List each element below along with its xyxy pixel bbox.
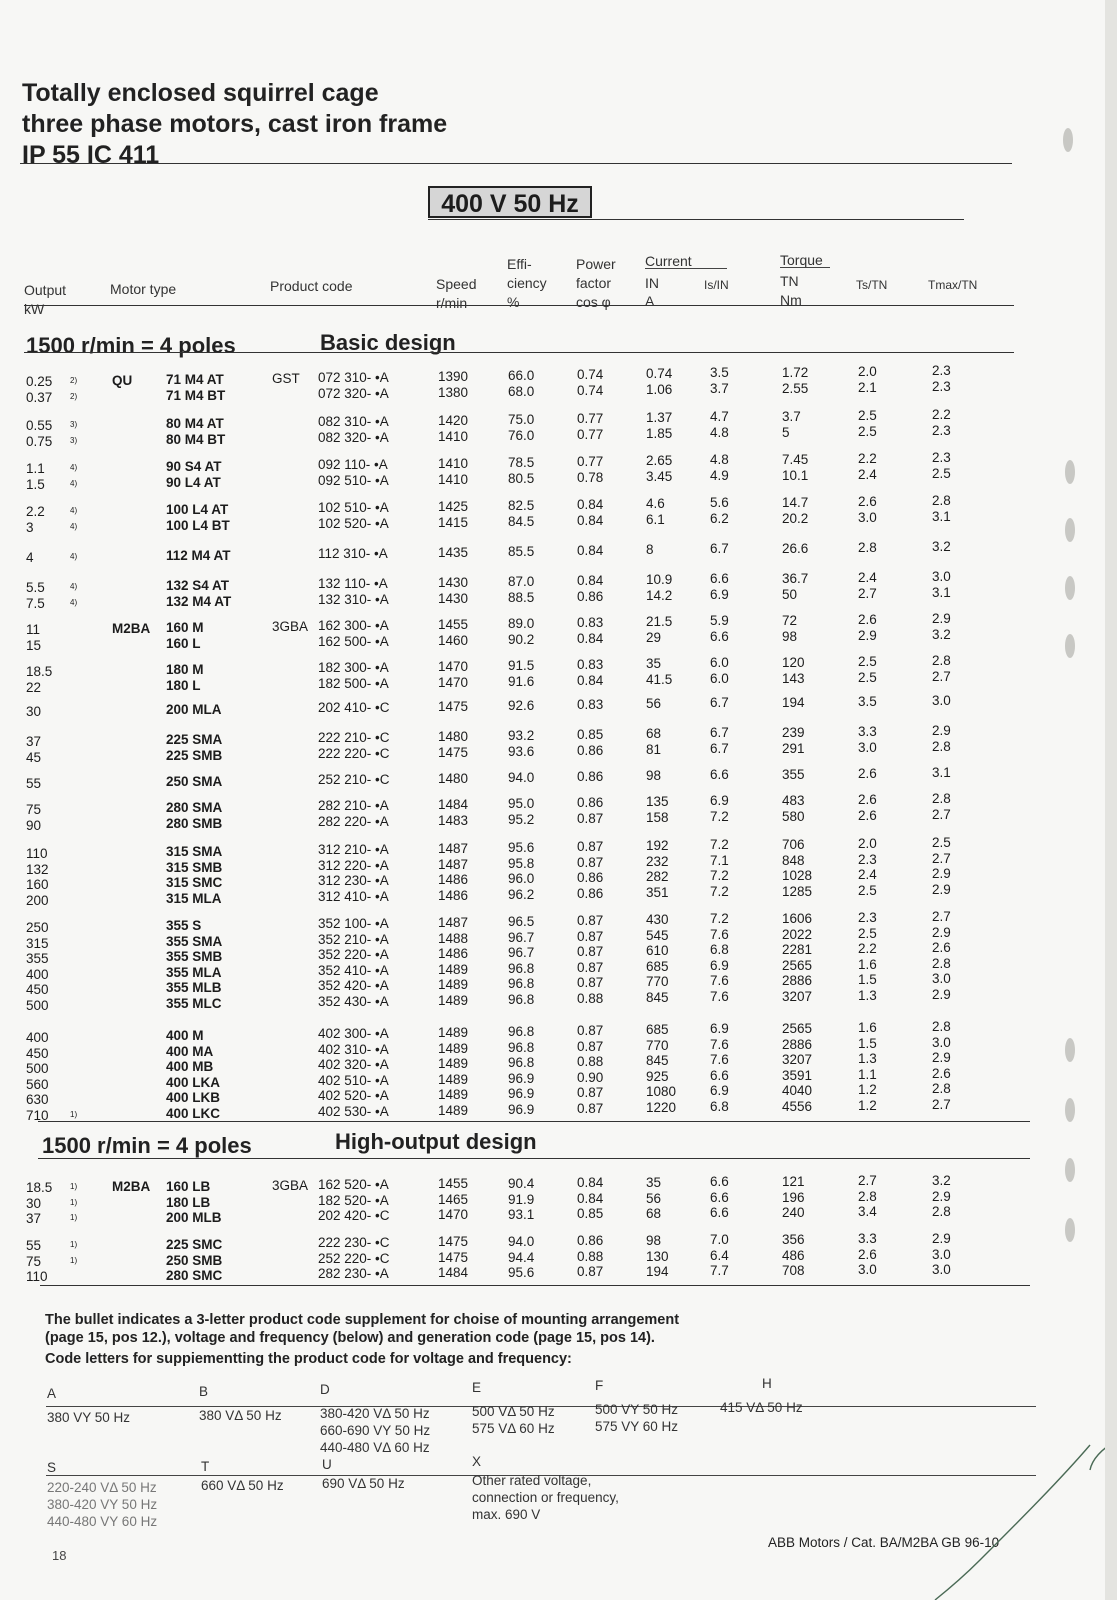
header-eff-1: Effi- [507, 256, 532, 272]
cell-isin: 7.2 7.1 7.2 7.2 [710, 837, 729, 899]
cell-speed: 1487 1488 1486 1489 1489 1489 [438, 915, 469, 1008]
section-high-design: High-output design [335, 1129, 537, 1154]
cell-tstn: 1.6 1.5 1.3 1.1 1.2 1.2 [858, 1020, 877, 1113]
cell-code: 082 310- •A 082 320- •A [318, 414, 389, 445]
cell-eff: 96.5 96.7 96.7 96.8 96.8 96.8 [508, 914, 535, 1007]
cell-tn: 239 291 [782, 725, 805, 756]
cell-eff: 95.6 95.8 96.0 96.2 [508, 840, 535, 902]
cell-tn: 121 196 240 [782, 1174, 805, 1220]
cell-tmax: 2.9 2.8 [932, 723, 951, 754]
cell-eff: 78.5 80.5 [508, 455, 535, 486]
cell-isin: 6.7 [710, 541, 729, 556]
cell-eff: 95.0 95.2 [508, 796, 535, 827]
page-shadow-edge [1105, 0, 1117, 1600]
cell-tmax: 3.2 2.9 2.8 [932, 1173, 951, 1219]
cell-isin: 6.6 [710, 767, 729, 782]
cell-prefix: 3GBA [272, 1178, 309, 1193]
cell-speed: 1484 1483 [438, 797, 469, 828]
cell-fn: 3) 3) [70, 420, 78, 445]
cell-in: 8 [646, 542, 654, 557]
cell-isin: 5.6 6.2 [710, 495, 729, 526]
cell-tmax: 2.3 2.3 [932, 363, 951, 394]
cell-tn: 706 848 1028 1285 [782, 837, 813, 899]
cell-isin: 6.9 7.6 7.6 6.6 6.9 6.8 [710, 1021, 729, 1114]
header-motor-type: Motor type [110, 281, 177, 297]
cell-tmax: 2.8 2.7 [932, 653, 951, 684]
cell-isin: 6.0 6.0 [710, 655, 729, 686]
cell-pf: 0.74 0.74 [577, 367, 604, 398]
cell-type: 71 M4 AT 71 M4 BT [166, 372, 226, 403]
code-letter-d: D [320, 1382, 330, 1397]
code-text-x: Other rated voltage, connection or frequency, max. 690 V [472, 1473, 619, 1522]
cell-code: 112 310- •A [318, 546, 388, 561]
page-title: Totally enclosed squirrel cage three phase motors, cast iron frame IP 55 IC 411 [22, 79, 448, 169]
cell-speed: 1475 1475 1484 [438, 1234, 469, 1280]
cell-isin: 6.7 6.7 [710, 725, 729, 756]
cell-in: 98 130 194 [646, 1233, 669, 1279]
cell-type: 160 M 160 L [166, 620, 204, 651]
cell-output: 18.5 22 [26, 664, 53, 695]
header-pf-2: factor [576, 275, 612, 291]
cell-output: 1.1 1.5 [26, 461, 45, 492]
cell-tstn: 2.2 2.4 [858, 451, 877, 482]
cell-pf: 0.83 [577, 697, 604, 712]
cell-in: 1.37 1.85 [646, 410, 673, 441]
cell-tn: 72 98 [782, 613, 798, 644]
cell-fn: 2) 2) [70, 376, 78, 401]
cell-speed: 1487 1487 1486 1486 [438, 841, 469, 903]
cell-eff: 94.0 [508, 770, 535, 785]
cell-pf: 0.87 0.87 0.86 0.86 [577, 839, 604, 901]
cell-tn: 120 143 [782, 655, 805, 686]
cell-fn: 1) [70, 1109, 78, 1119]
header-is-in: Is/IN [704, 278, 729, 292]
cell-pf: 0.77 0.77 [577, 411, 604, 442]
cell-speed: 1480 1475 [438, 729, 469, 760]
cell-tmax: 3.0 3.1 [932, 569, 951, 600]
cell-eff: 93.2 93.6 [508, 728, 535, 759]
code-text-h: 415 VΔ 50 Hz [720, 1400, 803, 1415]
cell-output: 55 [26, 776, 42, 791]
cell-speed: 1430 1430 [438, 575, 469, 606]
header-output: Output [24, 282, 67, 298]
header-pf-1: Power [576, 256, 616, 272]
cell-isin: 6.6 6.9 [710, 571, 729, 602]
cell-tstn: 3.5 [858, 694, 877, 709]
cell-tstn: 3.3 3.0 [858, 724, 877, 755]
header-tn: TN [780, 273, 799, 289]
cell-speed: 1455 1465 1470 [438, 1176, 469, 1222]
cell-prefix: GST [272, 371, 300, 386]
cell-tmax: 2.9 3.2 [932, 611, 951, 642]
cell-isin: 7.0 6.4 7.7 [710, 1232, 729, 1278]
cell-fn: 1) 1) [70, 1240, 78, 1265]
cell-in: 10.9 14.2 [646, 572, 673, 603]
cell-tstn: 2.4 2.7 [858, 570, 877, 601]
cell-tmax: 2.3 2.5 [932, 450, 951, 481]
cell-isin: 4.8 4.9 [710, 452, 729, 483]
cell-speed: 1420 1410 [438, 413, 469, 444]
code-letter-a: A [47, 1386, 57, 1401]
code-text-s: 220-240 VΔ 50 Hz 380-420 VY 50 Hz 440-480 VY 60 Hz [47, 1480, 158, 1529]
cell-type: 355 S 355 SMA 355 SMB 355 MLA 355 MLB 355 MLC [166, 918, 223, 1011]
cell-speed: 1390 1380 [438, 369, 469, 400]
cell-output: 0.25 0.37 [26, 374, 53, 405]
cell-fn: 4) 4) [70, 463, 78, 488]
cell-tmax: 2.9 3.0 3.0 [932, 1231, 951, 1277]
cell-isin: 5.9 6.6 [710, 613, 729, 644]
cell-tn: 1606 2022 2281 2565 2886 3207 [782, 911, 813, 1004]
cell-pf: 0.86 0.87 [577, 795, 604, 826]
page-number: 18 [52, 1548, 67, 1563]
cell-tmax: 3.2 [932, 539, 951, 554]
code-letter-h: H [762, 1376, 772, 1391]
code-text-u: 690 VΔ 50 Hz [322, 1476, 405, 1491]
cell-eff: 91.5 91.6 [508, 658, 535, 689]
header-speed: Speed [436, 276, 477, 292]
cell-tmax: 2.2 2.3 [932, 407, 951, 438]
cell-speed: 1470 1470 [438, 659, 469, 690]
cell-type: 225 SMC 250 SMB 280 SMC [166, 1237, 223, 1283]
code-letter-x: X [472, 1454, 482, 1469]
catalog-footer: ABB Motors / Cat. BA/M2BA GB 96-10 [768, 1535, 1000, 1550]
header-current: Current [645, 253, 692, 269]
cell-pf: 0.87 0.87 0.87 0.87 0.87 0.88 [577, 913, 604, 1006]
code-letter-s: S [47, 1460, 57, 1475]
cell-tstn: 2.0 2.3 2.4 2.5 [858, 836, 877, 898]
cell-tmax: 2.8 3.0 2.9 2.6 2.8 2.7 [932, 1019, 951, 1112]
cell-series: M2BA [112, 1179, 151, 1194]
cell-tn: 14.7 20.2 [782, 495, 809, 526]
cell-pf: 0.84 0.86 [577, 573, 604, 604]
cell-tstn: 2.5 2.5 [858, 654, 877, 685]
cell-tn: 194 [782, 695, 805, 710]
cell-type: 160 LB 180 LB 200 MLB [166, 1179, 222, 1225]
cell-pf: 0.83 0.84 [577, 657, 604, 688]
cell-tmax: 2.5 2.7 2.9 2.9 [932, 835, 951, 897]
cell-tn: 483 580 [782, 793, 805, 824]
cell-code: 202 410- •C [318, 700, 390, 715]
cell-tstn: 2.6 2.9 [858, 612, 877, 643]
header-eff-unit: % [507, 294, 520, 310]
cell-speed: 1480 [438, 771, 469, 786]
code-text-f: 500 VY 50 Hz 575 VY 60 Hz [595, 1402, 679, 1434]
cell-tstn: 2.6 2.6 [858, 792, 877, 823]
cell-pf: 0.77 0.78 [577, 454, 604, 485]
section-high-poles: 1500 r/min = 4 poles [42, 1133, 252, 1158]
cell-eff: 89.0 90.2 [508, 616, 535, 647]
cell-tstn: 2.5 2.5 [858, 408, 877, 439]
header-output-unit: kW [24, 301, 45, 317]
pen-stroke [935, 1445, 1090, 1600]
cell-tn: 356 486 708 [782, 1232, 805, 1278]
cell-in: 21.5 29 [646, 614, 673, 645]
cell-pf: 0.86 [577, 769, 604, 784]
cell-output: 400 450 500 560 630 710 [26, 1030, 49, 1123]
cell-type: 225 SMA 225 SMB [166, 732, 223, 763]
cell-pf: 0.84 0.84 0.85 [577, 1175, 604, 1221]
cell-fn: 4) 4) [70, 582, 78, 607]
cell-speed: 1455 1460 [438, 617, 469, 648]
cell-output: 110 132 160 200 [26, 846, 49, 908]
cell-isin: 3.5 3.7 [710, 365, 729, 396]
cell-in: 98 [646, 768, 662, 783]
cell-eff: 75.0 76.0 [508, 412, 535, 443]
cell-eff: 82.5 84.5 [508, 498, 535, 529]
header-torque: Torque [780, 252, 823, 268]
cell-pf: 0.86 0.88 0.87 [577, 1233, 604, 1279]
code-letter-t: T [201, 1459, 210, 1474]
cell-output: 5.5 7.5 [26, 580, 45, 611]
cell-type: 200 MLA [166, 702, 222, 717]
cell-isin: 6.7 [710, 695, 729, 710]
cell-type: 315 SMA 315 SMB 315 SMC 315 MLA [166, 844, 223, 906]
cell-in: 135 158 [646, 794, 669, 825]
cell-eff: 96.8 96.8 96.8 96.9 96.9 96.9 [508, 1024, 535, 1117]
cell-type: 180 M 180 L [166, 662, 204, 693]
cell-tn: 355 [782, 767, 805, 782]
cell-type: 112 M4 AT [166, 548, 231, 563]
cell-tn: 36.7 50 [782, 571, 809, 602]
cell-speed: 1425 1415 [438, 499, 469, 530]
cell-tstn: 2.0 2.1 [858, 364, 877, 395]
cell-code: 182 300- •A 182 500- •A [318, 660, 389, 691]
cell-tstn: 2.8 [858, 540, 877, 555]
cell-eff: 90.4 91.9 93.1 [508, 1176, 535, 1222]
cell-tstn: 3.3 2.6 3.0 [858, 1231, 877, 1277]
header-tn-unit: Nm [780, 292, 802, 308]
cell-output: 0.55 0.75 [26, 418, 53, 449]
cell-tmax: 3.0 [932, 693, 951, 708]
cell-in: 2.65 3.45 [646, 453, 673, 484]
cell-type: 132 S4 AT 132 M4 AT [166, 578, 232, 609]
cell-tn: 26.6 [782, 541, 809, 556]
cell-eff: 85.5 [508, 544, 535, 559]
binder-holes [1063, 128, 1075, 1242]
cell-output: 2.2 3 [26, 504, 45, 535]
cell-output: 37 45 [26, 734, 42, 765]
cell-tstn: 2.7 2.8 3.4 [858, 1173, 877, 1219]
bullet-note: The bullet indicates a 3-letter product code supplement for choise of mounting arrangement (page 15, pos 12.), voltage and frequency (below) and generation code (page 15, pos 14). [45, 1312, 680, 1346]
cell-tn: 7.45 10.1 [782, 452, 809, 483]
cell-tstn: 2.6 3.0 [858, 494, 877, 525]
code-letter-b: B [199, 1384, 209, 1399]
cell-in: 192 232 282 351 [646, 838, 669, 900]
cell-pf: 0.85 0.86 [577, 727, 604, 758]
cell-output: 75 90 [26, 802, 42, 833]
cell-output: 55 75 110 [26, 1238, 48, 1284]
cell-tmax: 2.7 2.9 2.6 2.8 3.0 2.9 [932, 909, 951, 1002]
cell-eff: 92.6 [508, 698, 535, 713]
voltage-label: 400 V 50 Hz [428, 186, 592, 218]
header-tmax-tn: Tmax/TN [928, 278, 978, 292]
cell-output: 11 15 [26, 622, 42, 653]
cell-tn: 2565 2886 3207 3591 4040 4556 [782, 1021, 813, 1114]
cell-series: M2BA [112, 621, 151, 636]
cell-in: 35 41.5 [646, 656, 673, 687]
header-in-unit: A [645, 293, 655, 309]
cell-isin: 6.6 6.6 6.6 [710, 1174, 729, 1220]
section-basic-design: Basic design [320, 330, 456, 355]
cell-code: 252 210- •C [318, 772, 390, 787]
header-pf-3: cos φ [576, 294, 611, 310]
cell-fn: 4) 4) [70, 506, 78, 531]
cell-output: 30 [26, 704, 42, 719]
cell-code: 132 110- •A 132 310- •A [318, 576, 389, 607]
cell-speed: 1475 [438, 699, 469, 714]
cell-speed: 1435 [438, 545, 469, 560]
code-letter-f: F [595, 1378, 604, 1393]
cell-code: 222 230- •C 252 220- •C 282 230- •A [318, 1235, 390, 1281]
code-text-t: 660 VΔ 50 Hz [201, 1478, 284, 1493]
cell-type: 280 SMA 280 SMB [166, 800, 223, 831]
cell-isin: 6.9 7.2 [710, 793, 729, 824]
cell-code: 402 300- •A 402 310- •A 402 320- •A 402 510- •A 402 520- •A 402 530- •A [318, 1026, 389, 1119]
cell-fn: 4) [70, 552, 78, 561]
cell-code: 072 310- •A 072 320- •A [318, 370, 389, 401]
cell-type: 250 SMA [166, 774, 223, 789]
code-text-e: 500 VΔ 50 Hz 575 VΔ 60 Hz [472, 1404, 555, 1436]
cell-output: 250 315 355 400 450 500 [26, 920, 49, 1013]
cell-pf: 0.87 0.87 0.88 0.90 0.87 0.87 [577, 1023, 604, 1116]
cell-speed: 1410 1410 [438, 456, 469, 487]
code-text-d: 380-420 VΔ 50 Hz 660-690 VY 50 Hz 440-480 VΔ 60 Hz [320, 1406, 431, 1455]
cell-tmax: 2.8 2.7 [932, 791, 951, 822]
cell-in: 35 56 68 [646, 1175, 662, 1221]
cell-code: 282 210- •A 282 220- •A [318, 798, 389, 829]
cell-tn: 3.7 5 [782, 409, 801, 440]
cell-type: 90 S4 AT 90 L4 AT [166, 459, 222, 490]
header-in: IN [645, 275, 659, 291]
cell-in: 56 [646, 696, 662, 711]
cell-fn: 1) 1) 1) [70, 1182, 78, 1222]
header-ts-tn: Ts/TN [856, 278, 888, 292]
code-text-a: 380 VY 50 Hz [47, 1410, 131, 1425]
cell-type: 100 L4 AT 100 L4 BT [166, 502, 230, 533]
cell-in: 430 545 610 685 770 845 [646, 912, 669, 1005]
cell-tmax: 3.1 [932, 765, 951, 780]
cell-isin: 7.2 7.6 6.8 6.9 7.6 7.6 [710, 911, 729, 1004]
cell-output: 4 [26, 550, 34, 565]
cell-tmax: 2.8 3.1 [932, 493, 951, 524]
code-letter-u: U [322, 1457, 332, 1472]
cell-eff: 66.0 68.0 [508, 368, 535, 399]
code-letter-e: E [472, 1380, 482, 1395]
cell-tn: 1.72 2.55 [782, 365, 809, 396]
cell-series: QU [112, 373, 133, 388]
cell-in: 685 770 845 925 1080 1220 [646, 1022, 677, 1115]
header-speed-unit: r/min [436, 295, 468, 311]
cell-in: 0.74 1.06 [646, 366, 673, 397]
cell-tstn: 2.3 2.5 2.2 1.6 1.5 1.3 [858, 910, 877, 1003]
cell-tstn: 2.6 [858, 766, 877, 781]
cell-type: 400 M 400 MA 400 MB 400 LKA 400 LKB 400 LKC [166, 1028, 221, 1121]
cell-code: 102 510- •A 102 520- •A [318, 500, 389, 531]
cell-output: 18.5 30 37 [26, 1180, 53, 1226]
cell-in: 68 81 [646, 726, 662, 757]
cell-code: 312 210- •A 312 220- •A 312 230- •A 312 410- •A [318, 842, 389, 904]
cell-code: 222 210- •C 222 220- •C [318, 730, 390, 761]
cell-prefix: 3GBA [272, 619, 309, 634]
cell-pf: 0.83 0.84 [577, 615, 604, 646]
cell-eff: 94.0 94.4 95.6 [508, 1234, 535, 1280]
cell-isin: 4.7 4.8 [710, 409, 729, 440]
cell-pf: 0.84 0.84 [577, 497, 604, 528]
header-product-code: Product code [270, 278, 353, 294]
cell-code: 352 100- •A 352 210- •A 352 220- •A 352 410- •A 352 420- •A 352 430- •A [318, 916, 389, 1009]
header-eff-2: ciency [507, 275, 547, 291]
cell-in: 4.6 6.1 [646, 496, 665, 527]
section-basic-poles: 1500 r/min = 4 poles [26, 333, 236, 358]
cell-type: 80 M4 AT 80 M4 BT [166, 416, 226, 447]
cell-code: 092 110- •A 092 510- •A [318, 457, 389, 488]
code-title: Code letters for suppiementting the product code for voltage and frequency: [45, 1351, 572, 1367]
cell-eff: 87.0 88.5 [508, 574, 535, 605]
code-text-b: 380 VΔ 50 Hz [199, 1408, 282, 1423]
cell-code: 162 300- •A 162 500- •A [318, 618, 389, 649]
cell-pf: 0.84 [577, 543, 604, 558]
cell-speed: 1489 1489 1489 1489 1489 1489 [438, 1025, 469, 1118]
cell-code: 162 520- •A 182 520- •A 202 420- •C [318, 1177, 390, 1223]
